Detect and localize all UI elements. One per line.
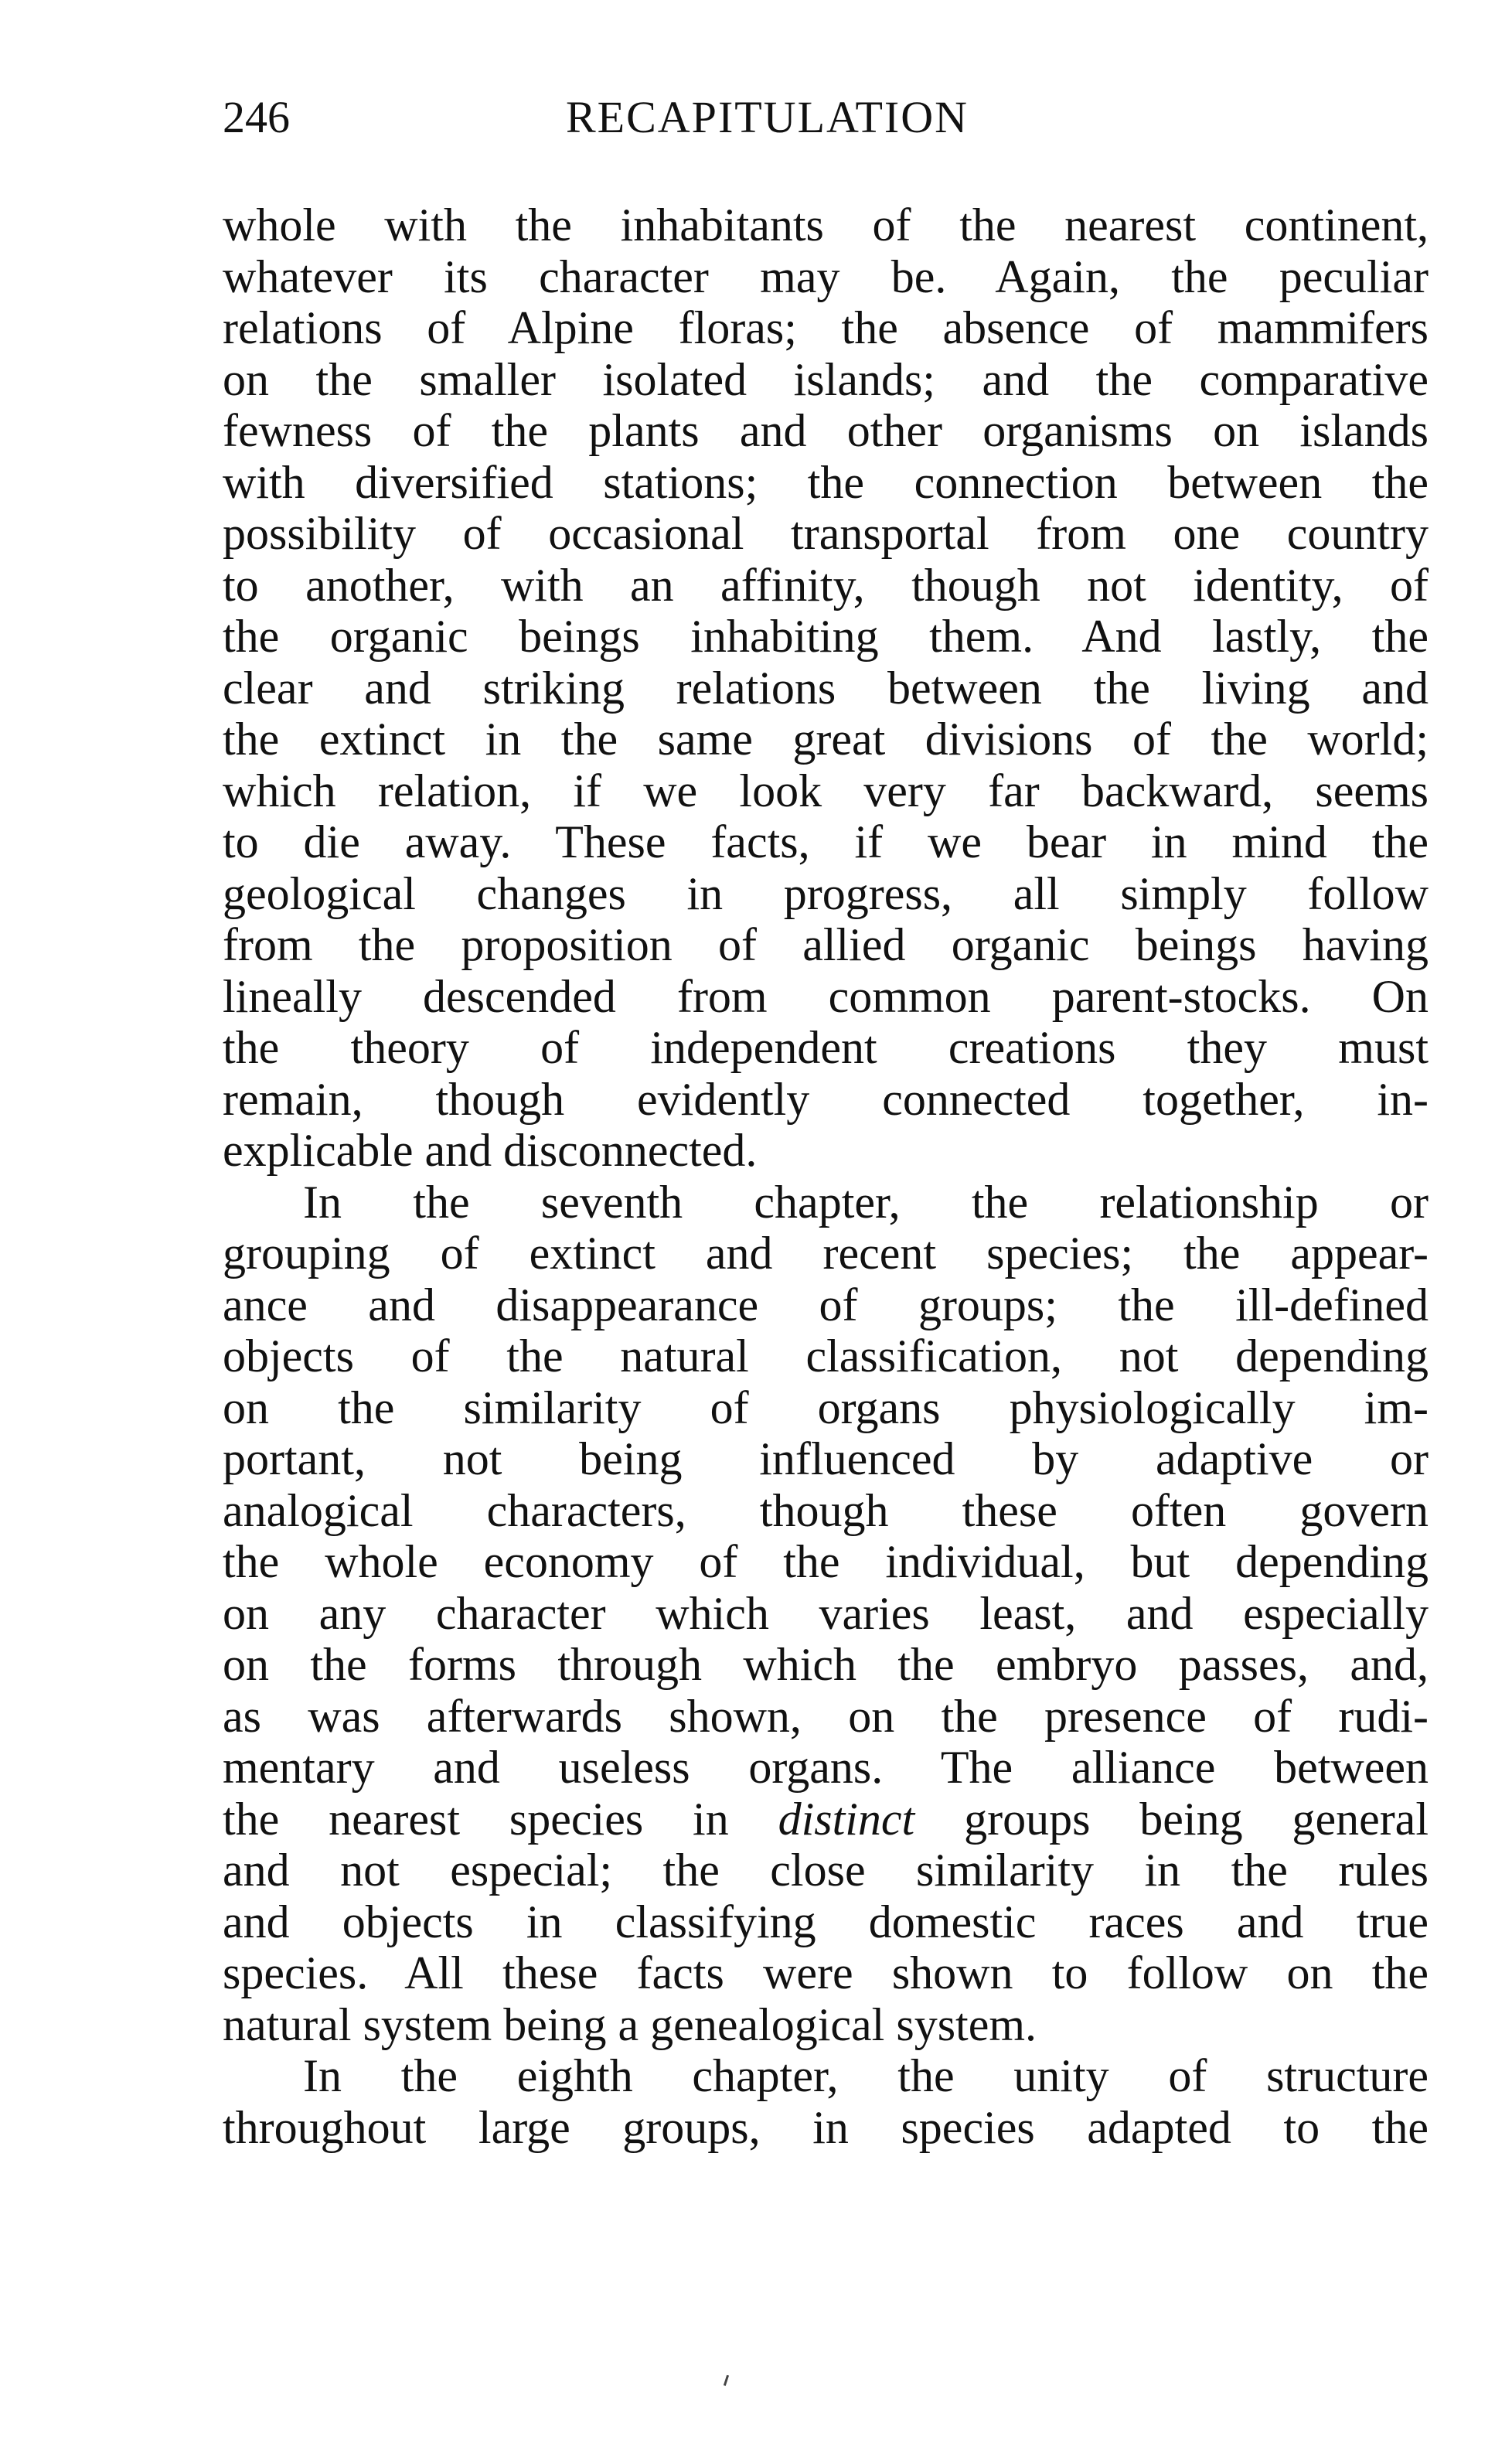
text-line: to another, with an affinity, though not identity, of bbox=[223, 559, 1429, 611]
paragraph-start-line: In the seventh chapter, the relationship or bbox=[303, 1176, 1429, 1228]
paragraph-end-line: natural system being a genealogical system. bbox=[223, 1998, 1037, 2050]
text-line: objects of the natural classification, not depending bbox=[223, 1330, 1429, 1382]
text-line: on any character which varies least, and especially bbox=[223, 1587, 1429, 1639]
page-number: 246 bbox=[223, 92, 290, 142]
text-line: from the proposition of allied organic beings having bbox=[223, 919, 1429, 970]
text-line: the extinct in the same great divisions of the world; bbox=[223, 714, 1429, 765]
text-line: ance and disappearance of groups; the ill-defined bbox=[223, 1279, 1429, 1330]
text-line: remain, though evidently connected together, in- bbox=[223, 1073, 1429, 1125]
text-line: geological changes in progress, all simply follow bbox=[223, 867, 1429, 919]
text-line: analogical characters, though these often govern bbox=[223, 1484, 1429, 1536]
text-line: relations of Alpine floras; the absence of mammifers bbox=[223, 302, 1429, 353]
text-line: lineally descended from common parent-stocks. On bbox=[223, 970, 1429, 1022]
text-line: the theory of independent creations they must bbox=[223, 1022, 1429, 1073]
text-line: to die away. These facts, if we bear in mind the bbox=[223, 816, 1429, 867]
text-line: which relation, if we look very far backward, seems bbox=[223, 765, 1429, 816]
text-line: and objects in classifying domestic races and true bbox=[223, 1896, 1429, 1947]
paragraph-end-line: explicable and disconnected. bbox=[223, 1125, 758, 1176]
text-line: mentary and useless organs. The alliance between bbox=[223, 1742, 1429, 1793]
body-text bbox=[223, 199, 1429, 2153]
text-line: on the similarity of organs physiologically im- bbox=[223, 1382, 1429, 1433]
text-line: the whole economy of the individual, but depending bbox=[223, 1536, 1429, 1587]
page-header bbox=[223, 87, 1429, 148]
italic-word: distinct bbox=[778, 1793, 915, 1845]
running-title: RECAPITULATION bbox=[566, 92, 969, 142]
text-line: as was afterwards shown, on the presence of rudi- bbox=[223, 1690, 1429, 1742]
text-line: with diversified stations; the connection between the bbox=[223, 456, 1429, 508]
text-line: whole with the inhabitants of the nearest continent, bbox=[223, 199, 1429, 250]
text-line: the organic beings inhabiting them. And lastly, the bbox=[223, 611, 1429, 662]
text-line: and not especial; the close similarity in the rules bbox=[223, 1845, 1429, 1896]
paper-speck bbox=[724, 2375, 729, 2386]
text-line: species. All these facts were shown to follow on the bbox=[223, 1947, 1429, 1998]
text-line: possibility of occasional transportal from one country bbox=[223, 508, 1429, 559]
line-text: groups being general bbox=[914, 1793, 1429, 1845]
line-text: the nearest species in bbox=[223, 1793, 778, 1845]
text-line: clear and striking relations between the living and bbox=[223, 662, 1429, 714]
paragraph-start-line: In the eighth chapter, the unity of structure bbox=[303, 2050, 1429, 2101]
text-line-with-italic bbox=[223, 1794, 1429, 1845]
text-line: whatever its character may be. Again, the peculiar bbox=[223, 250, 1429, 302]
text-line: fewness of the plants and other organisms on islands bbox=[223, 405, 1429, 456]
text-line: on the smaller isolated islands; and the comparative bbox=[223, 353, 1429, 405]
text-line: throughout large groups, in species adapted to the bbox=[223, 2101, 1429, 2153]
text-line: on the forms through which the embryo passes, and, bbox=[223, 1639, 1429, 1690]
text-line: portant, not being influenced by adaptive or bbox=[223, 1433, 1429, 1484]
text-line: grouping of extinct and recent species; the appear- bbox=[223, 1228, 1429, 1279]
